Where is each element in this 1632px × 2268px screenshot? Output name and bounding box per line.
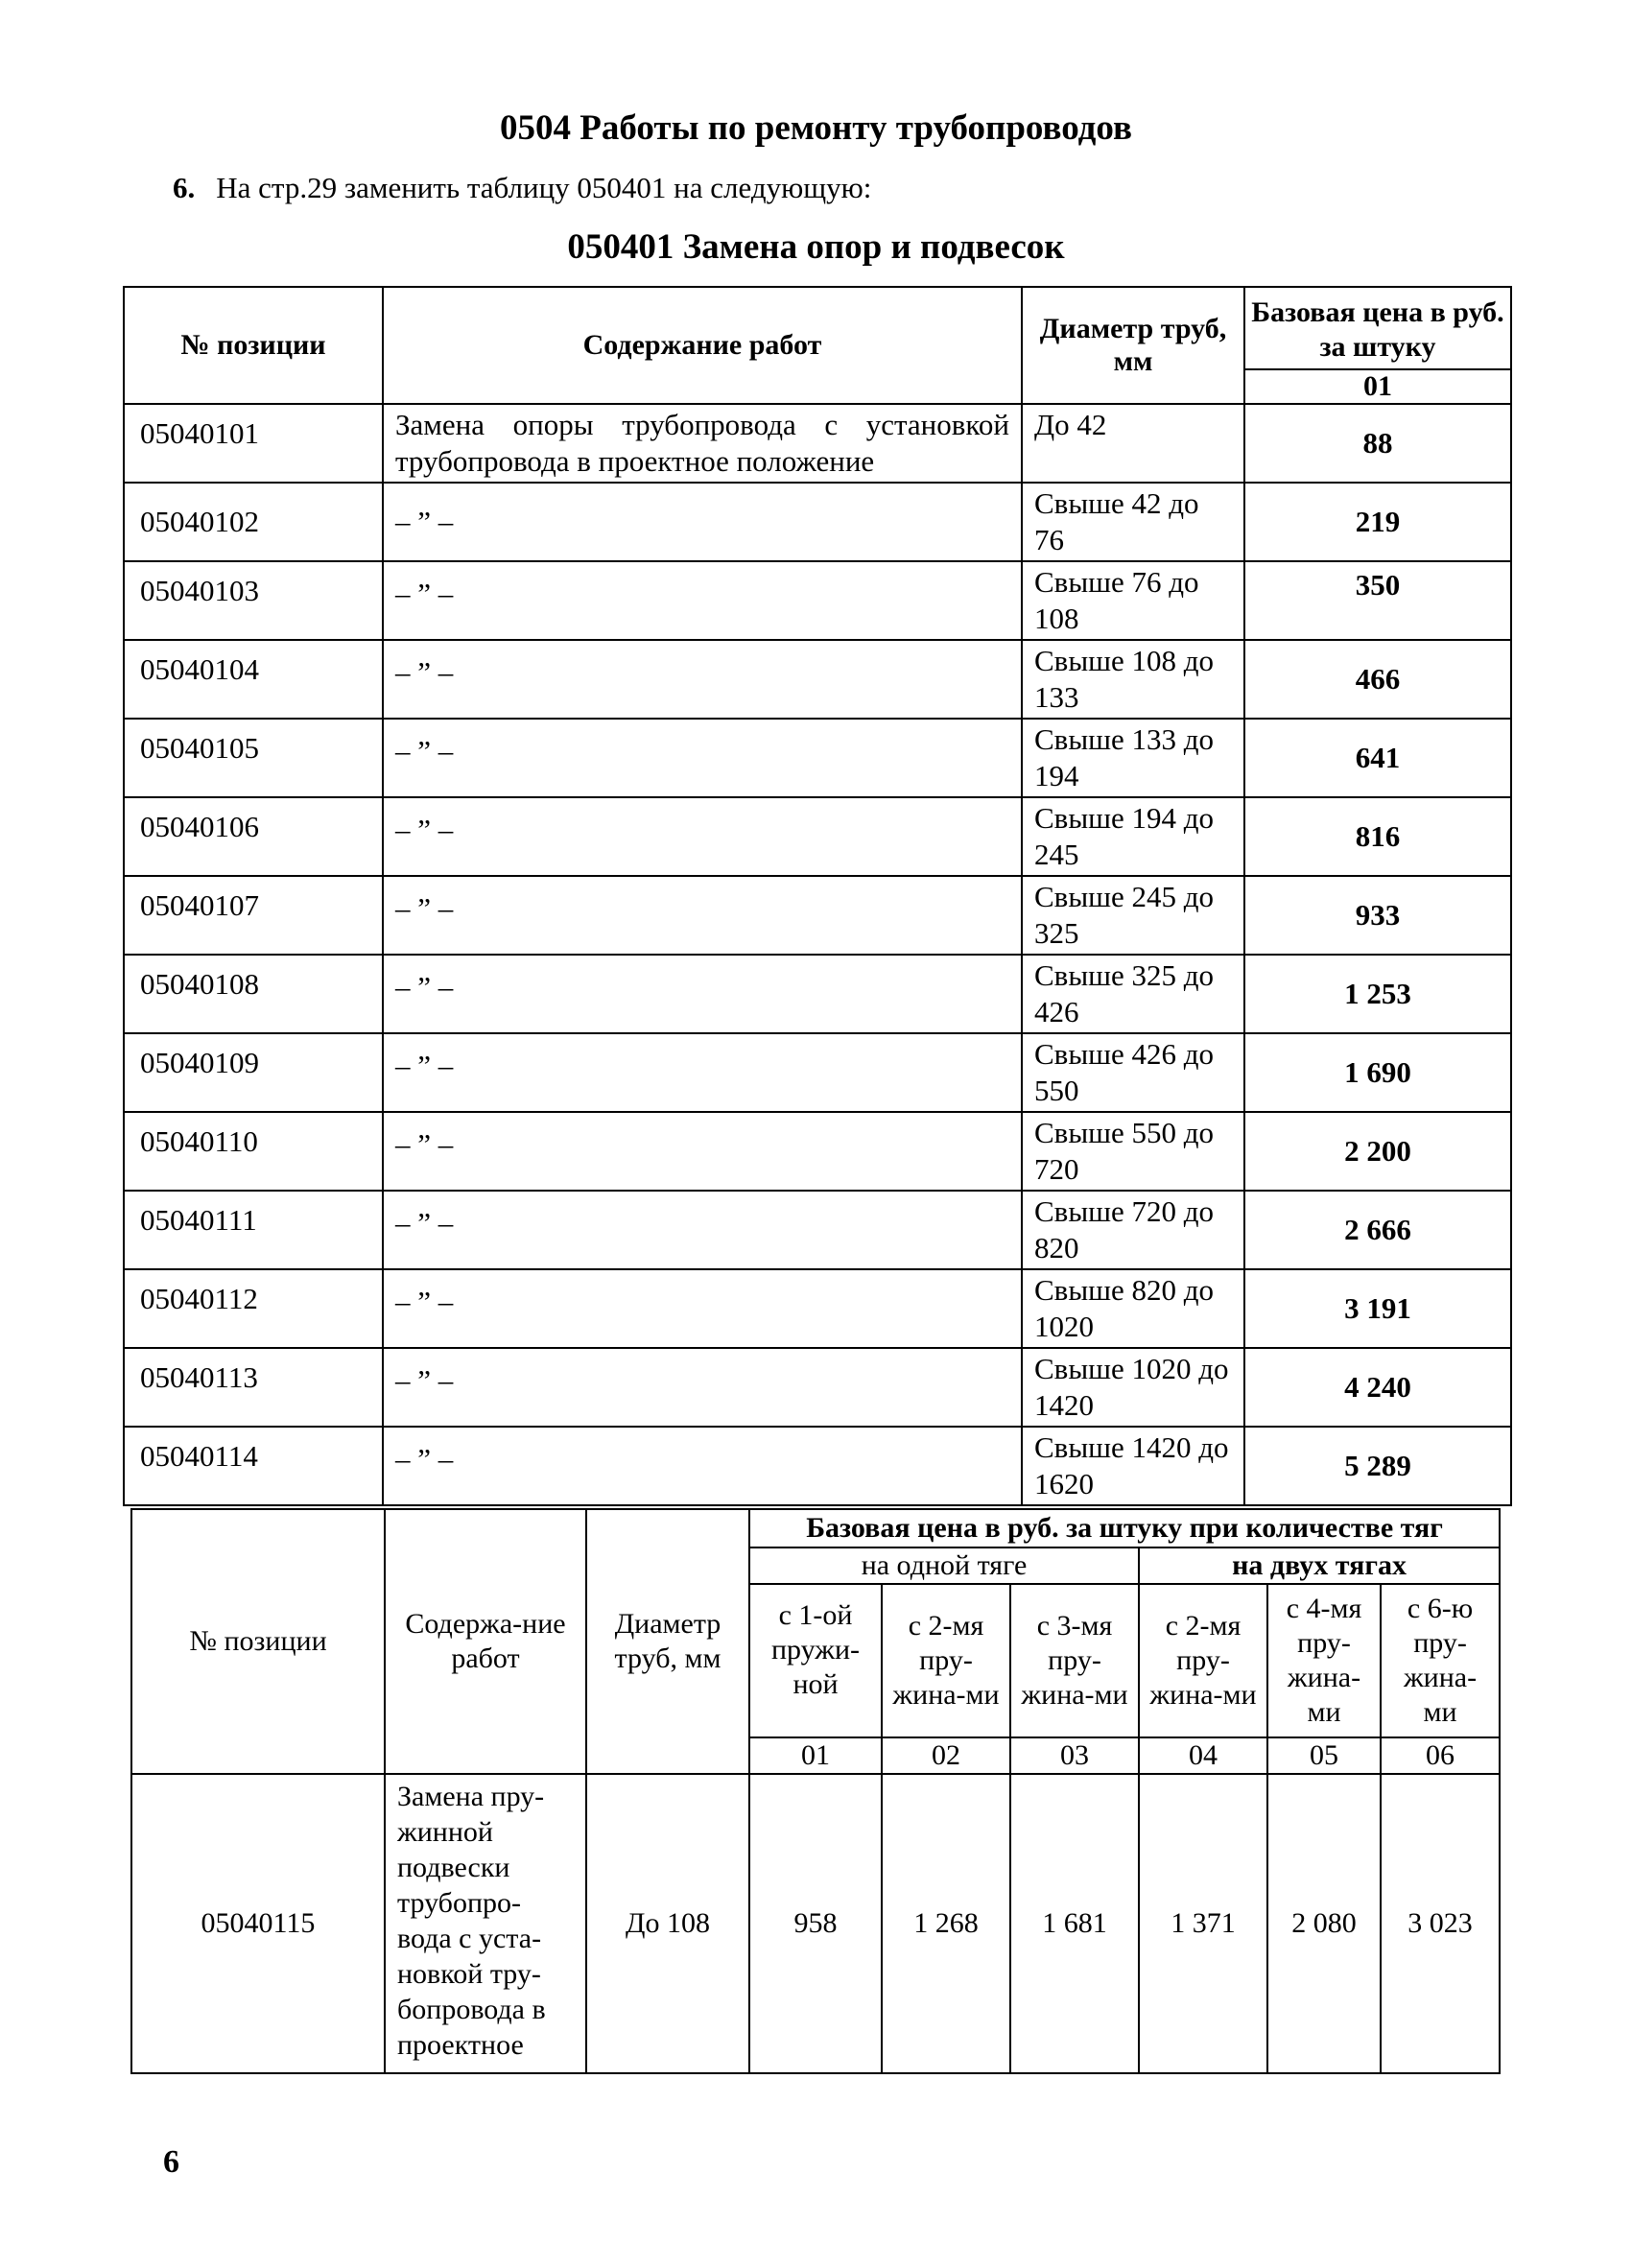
work-description: – ” – <box>383 797 1022 876</box>
pipe-diameter: Свыше 42 до 76 <box>1022 483 1244 561</box>
header-position: № позиции <box>124 287 383 404</box>
table-row <box>124 1348 1511 1427</box>
pipe-diameter: Свыше 76 до 108 <box>1022 561 1244 640</box>
table-row <box>124 640 1511 719</box>
pipe-diameter: Свыше 1020 до 1420 <box>1022 1348 1244 1427</box>
pipe-diameter: Свыше 720 до 820 <box>1022 1191 1244 1269</box>
pipe-diameter: Свыше 133 до 194 <box>1022 719 1244 797</box>
header2-two-rods: на двух тягах <box>1139 1547 1500 1584</box>
header2-col-5: с 4-мя пру-жина-ми <box>1267 1584 1381 1737</box>
position-code: 05040111 <box>124 1191 383 1269</box>
price-table-body <box>124 404 1511 1505</box>
table-row <box>124 483 1511 561</box>
work-description: – ” – <box>383 640 1022 719</box>
price-3-springs: 1 681 <box>1010 1774 1139 2073</box>
pipe-diameter: Свыше 108 до 133 <box>1022 640 1244 719</box>
work-description: Замена пру-жинной подвески трубопро-вода с уста-новкой тру-бопровода в проектное <box>385 1774 586 2073</box>
base-price: 933 <box>1244 876 1511 955</box>
base-price: 816 <box>1244 797 1511 876</box>
position-code: 05040105 <box>124 719 383 797</box>
base-price: 5 289 <box>1244 1427 1511 1505</box>
work-description: – ” – <box>383 1427 1022 1505</box>
table-row <box>124 955 1511 1033</box>
header2-code-1: 01 <box>749 1737 882 1774</box>
header-diameter: Диаметр труб, мм <box>1022 287 1244 404</box>
pipe-diameter: Свыше 550 до 720 <box>1022 1112 1244 1191</box>
header2-code-4: 04 <box>1139 1737 1267 1774</box>
work-description: – ” – <box>383 876 1022 955</box>
price-table-springs <box>130 1508 1501 2074</box>
header2-code-5: 05 <box>1267 1737 1381 1774</box>
header-work: Содержание работ <box>383 287 1022 404</box>
position-code: 05040109 <box>124 1033 383 1112</box>
instruction <box>173 171 871 205</box>
position-code: 05040112 <box>124 1269 383 1348</box>
pipe-diameter: Свыше 325 до 426 <box>1022 955 1244 1033</box>
work-description: – ” – <box>383 1191 1022 1269</box>
work-description: – ” – <box>383 483 1022 561</box>
page-number: 6 <box>163 2144 179 2180</box>
table-row <box>124 1112 1511 1191</box>
header2-col-6: с 6-ю пру-жина-ми <box>1381 1584 1500 1737</box>
header2-col-1: с 1-ой пружи-ной <box>749 1584 882 1737</box>
position-code: 05040108 <box>124 955 383 1033</box>
header2-col-3: с 3-мя пру-жина-ми <box>1010 1584 1139 1737</box>
header-price: Базовая цена в руб. за штуку <box>1244 287 1511 369</box>
pipe-diameter: Свыше 426 до 550 <box>1022 1033 1244 1112</box>
header2-position: № позиции <box>131 1509 385 1774</box>
table-row <box>124 1427 1511 1505</box>
base-price: 2 666 <box>1244 1191 1511 1269</box>
base-price: 88 <box>1244 404 1511 483</box>
table-row <box>131 1774 1500 2073</box>
base-price: 466 <box>1244 640 1511 719</box>
position-code: 05040102 <box>124 483 383 561</box>
base-price: 641 <box>1244 719 1511 797</box>
header2-code-2: 02 <box>882 1737 1010 1774</box>
table-row <box>124 1191 1511 1269</box>
work-description: – ” – <box>383 1269 1022 1348</box>
base-price: 4 240 <box>1244 1348 1511 1427</box>
pipe-diameter: Свыше 820 до 1020 <box>1022 1269 1244 1348</box>
table-row <box>124 1033 1511 1112</box>
work-description: – ” – <box>383 561 1022 640</box>
table-row <box>124 1269 1511 1348</box>
work-description: – ” – <box>383 1112 1022 1191</box>
pipe-diameter: До 42 <box>1022 404 1244 483</box>
pipe-diameter: Свыше 1420 до 1620 <box>1022 1427 1244 1505</box>
table-row <box>124 561 1511 640</box>
price-2-springs-two-rods: 1 371 <box>1139 1774 1267 2073</box>
price-4-springs: 2 080 <box>1267 1774 1381 2073</box>
work-description: – ” – <box>383 955 1022 1033</box>
position-code: 05040115 <box>131 1774 385 2073</box>
work-description: – ” – <box>383 719 1022 797</box>
price-1-spring: 958 <box>749 1774 882 2073</box>
price-table-main <box>123 286 1512 1506</box>
header2-price-group: Базовая цена в руб. за штуку при количестве тяг <box>749 1509 1500 1547</box>
header2-code-3: 03 <box>1010 1737 1139 1774</box>
header2-col-4: с 2-мя пру-жина-ми <box>1139 1584 1267 1737</box>
header2-work: Содержа-ние работ <box>385 1509 586 1774</box>
position-code: 05040101 <box>124 404 383 483</box>
pipe-diameter: Свыше 245 до 325 <box>1022 876 1244 955</box>
pipe-diameter: До 108 <box>586 1774 749 2073</box>
position-code: 05040107 <box>124 876 383 955</box>
work-description: – ” – <box>383 1033 1022 1112</box>
table-row <box>124 876 1511 955</box>
header2-code-6: 06 <box>1381 1737 1500 1774</box>
base-price: 1 690 <box>1244 1033 1511 1112</box>
instruction-number: 6. <box>173 171 196 204</box>
work-description: Замена опоры трубопровода с установкой трубопровода в проектное положение <box>383 404 1022 483</box>
table-title: 050401 Замена опор и подвесок <box>567 227 1065 267</box>
price-2-springs-one-rod: 1 268 <box>882 1774 1010 2073</box>
header-price-code: 01 <box>1244 369 1511 404</box>
position-code: 05040104 <box>124 640 383 719</box>
table-row <box>124 719 1511 797</box>
position-code: 05040103 <box>124 561 383 640</box>
position-code: 05040114 <box>124 1427 383 1505</box>
section-title: 0504 Работы по ремонту трубопроводов <box>500 108 1132 148</box>
base-price: 1 253 <box>1244 955 1511 1033</box>
work-description: – ” – <box>383 1348 1022 1427</box>
price-6-springs: 3 023 <box>1381 1774 1500 2073</box>
base-price: 219 <box>1244 483 1511 561</box>
instruction-text: На стр.29 заменить таблицу 050401 на следующую: <box>216 171 872 204</box>
pipe-diameter: Свыше 194 до 245 <box>1022 797 1244 876</box>
position-code: 05040106 <box>124 797 383 876</box>
table-row <box>124 797 1511 876</box>
table-row <box>124 404 1511 483</box>
position-code: 05040113 <box>124 1348 383 1427</box>
base-price: 350 <box>1244 561 1511 640</box>
base-price: 3 191 <box>1244 1269 1511 1348</box>
position-code: 05040110 <box>124 1112 383 1191</box>
base-price: 2 200 <box>1244 1112 1511 1191</box>
header2-diameter: Диаметр труб, мм <box>586 1509 749 1774</box>
header2-one-rod: на одной тяге <box>749 1547 1139 1584</box>
header2-col-2: с 2-мя пру-жина-ми <box>882 1584 1010 1737</box>
